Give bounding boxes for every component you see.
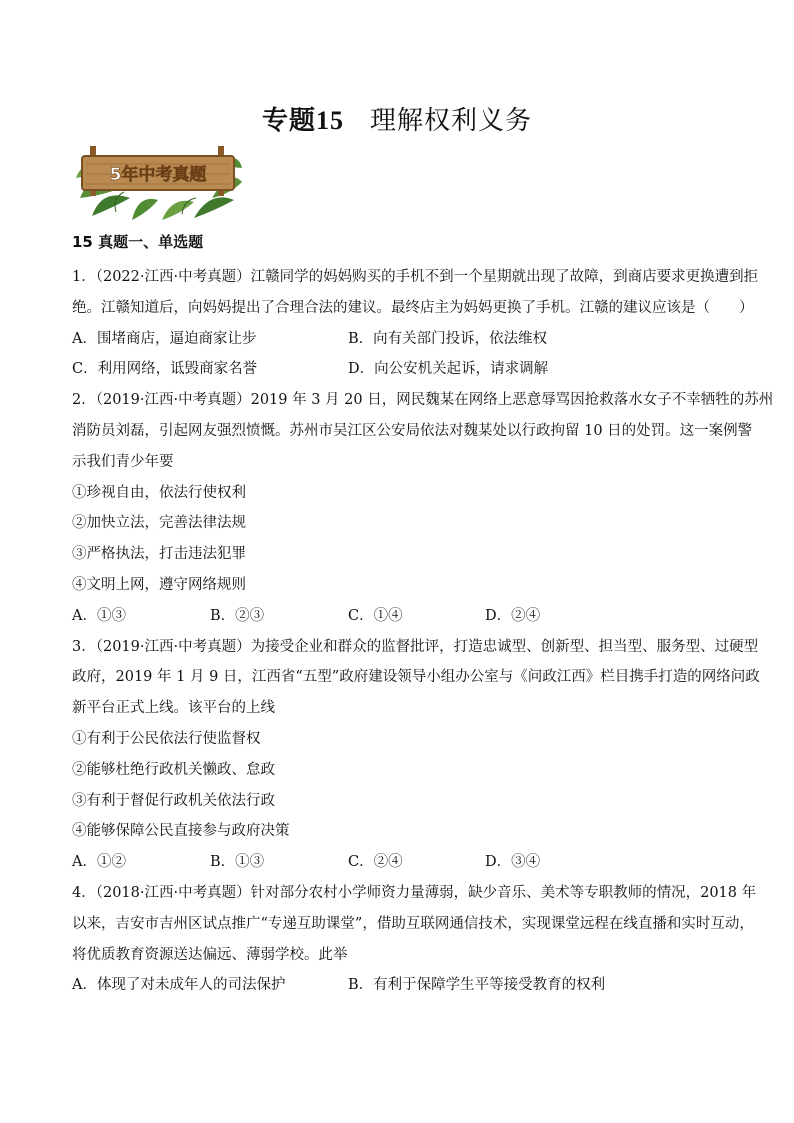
question-stem-line: 1．（2022·江西·中考真题）江赣同学的妈妈购买的手机不到一个星期就出现了故障，到商店要求更换遭到拒 — [72, 269, 759, 285]
options-row — [72, 601, 724, 632]
options-row — [72, 970, 724, 1001]
page-title — [0, 100, 794, 137]
question-stem-line: 以来，吉安市吉州区试点推广“专递互助课堂”，借助互联网通信技术，实现课堂远程在线直播和实时互动， — [72, 915, 754, 932]
title-text: 理解权利义务 — [370, 106, 533, 136]
question-4 — [72, 878, 757, 1001]
option-a[interactable]: A．围堵商店，逼迫商家让步 — [72, 330, 257, 347]
question-stem-line: 政府，2019 年 1 月 9 日，江西省“五型”政府建设领导小组办公室与《问政江西》栏目携手打造的网络问政 — [72, 669, 760, 686]
question-stem-line: 绝。江赣知道后，向妈妈提出了合理合法的建议。最终店主为妈妈更换了手机。江赣的建议应该是（ ） — [72, 299, 754, 316]
badge-text: 5年中考真题 — [109, 165, 207, 185]
options-row — [72, 354, 724, 385]
option-a[interactable]: A．体现了对未成年人的司法保护 — [72, 977, 286, 994]
statement-item: ②加快立法，完善法律法规 — [72, 515, 246, 532]
question-1 — [72, 262, 759, 385]
question-stem-line: 3．（2019·江西·中考真题）为接受企业和群众的监督批评，打造忠诚型、创新型、担当型、服务型、过硬型 — [72, 638, 759, 655]
question-stem-line: 4．（2018·江西·中考真题）针对部分农村小学师资力量薄弱，缺少音乐、美术等专职教师的情况，2018 年 — [72, 884, 757, 901]
statement-item: ④能够保障公民直接参与政府决策 — [72, 823, 290, 840]
statement-item: ③严格执法，打击违法犯罪 — [72, 546, 246, 563]
question-2 — [72, 385, 774, 631]
question-stem-line: 示我们青少年要 — [72, 453, 174, 470]
options-row — [72, 847, 724, 878]
statement-item: ①珍视自由，依法行使权利 — [72, 484, 246, 501]
option-c[interactable]: C．①④ — [348, 607, 403, 624]
option-d[interactable]: D．向公安机关起诉，请求调解 — [348, 361, 549, 378]
option-c[interactable]: C．②④ — [348, 854, 403, 871]
option-a[interactable]: A．①③ — [72, 607, 126, 624]
option-b[interactable]: B．有利于保障学生平等接受教育的权利 — [348, 977, 606, 994]
question-list — [72, 262, 774, 1001]
question-stem-line: 消防员刘磊，引起网友强烈愤慨。苏州市吴江区公安局依法对魏某处以行政拘留 10 日的处罚。这一案例警 — [72, 422, 753, 439]
options-row — [72, 324, 724, 355]
statement-item: ①有利于公民依法行使监督权 — [72, 730, 261, 747]
question-stem-line: 新平台正式上线。该平台的上线 — [72, 700, 275, 717]
question-3 — [72, 632, 760, 878]
option-a[interactable]: A．①② — [72, 854, 126, 871]
option-b[interactable]: B．①③ — [210, 854, 265, 871]
option-d[interactable]: D．②④ — [485, 607, 541, 624]
question-stem-line: 将优质教育资源送达偏远、薄弱学校。此举 — [72, 946, 348, 963]
statement-item: ②能够杜绝行政机关懒政、怠政 — [72, 761, 275, 778]
statement-item: ④文明上网，遵守网络规则 — [72, 576, 246, 593]
option-b[interactable]: B．②③ — [210, 607, 265, 624]
wooden-sign-badge — [72, 138, 244, 220]
option-d[interactable]: D．③④ — [485, 854, 541, 871]
section-heading: 15 真题一、单选题 — [72, 233, 204, 251]
option-b[interactable]: B．向有关部门投诉，依法维权 — [348, 330, 548, 347]
statement-item: ③有利于督促行政机关依法行政 — [72, 792, 275, 809]
option-c[interactable]: C．利用网络，诋毁商家名誉 — [72, 361, 258, 378]
title-number: 专题15 — [261, 106, 344, 135]
question-stem-line: 2．（2019·江西·中考真题）2019 年 3 月 20 日，网民魏某在网络上恶意辱骂因抢救落水女子不幸牺牲的苏州 — [72, 392, 774, 409]
